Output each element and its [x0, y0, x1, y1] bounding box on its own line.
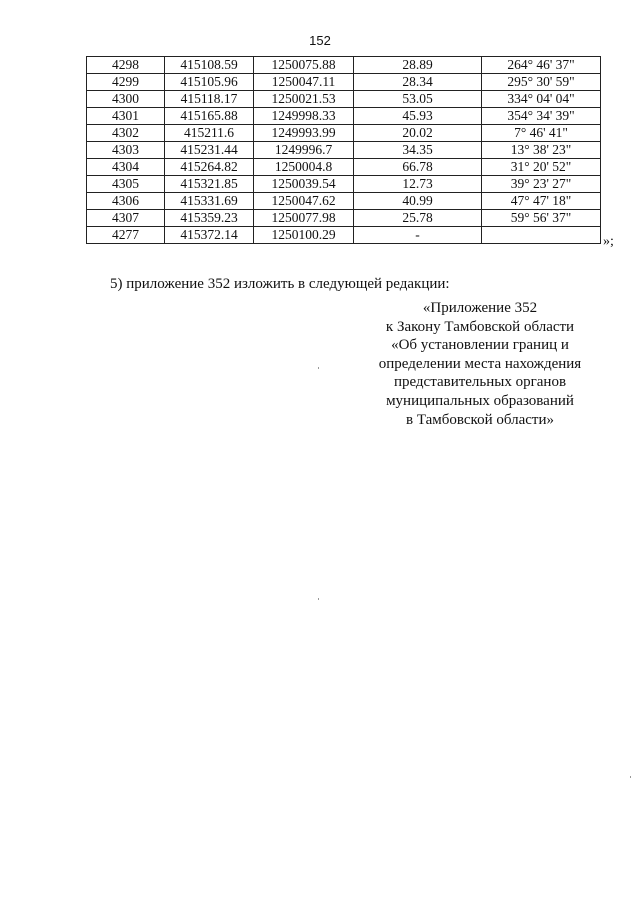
table-row — [87, 91, 601, 108]
table-cell-x: 415105.96 — [165, 74, 254, 91]
table-cell-x: 415359.23 — [165, 210, 254, 227]
table-cell-length: 28.34 — [354, 74, 482, 91]
appendix-heading-line: «Об установлении границ и — [391, 337, 569, 354]
table-body — [87, 57, 601, 244]
scan-speck — [318, 367, 319, 369]
table-cell-angle: 264° 46' 37" — [482, 57, 601, 74]
appendix-heading-line: представительных органов — [393, 374, 567, 391]
appendix-heading-line: определении места нахождения — [378, 355, 582, 372]
table-row — [87, 125, 601, 142]
table-cell-length: 45.93 — [354, 108, 482, 125]
table-cell-angle: 7° 46' 41" — [482, 125, 601, 142]
scan-speck — [318, 598, 319, 600]
table-cell-num: 4304 — [87, 159, 165, 176]
table-cell-angle: 334° 04' 04" — [482, 91, 601, 108]
table-cell-num: 4306 — [87, 193, 165, 210]
table-row — [87, 227, 601, 244]
table-cell-num: 4277 — [87, 227, 165, 244]
table-cell-length: 34.35 — [354, 142, 482, 159]
table-cell-num: 4305 — [87, 176, 165, 193]
table-cell-y: 1250021.53 — [254, 91, 354, 108]
appendix-heading — [340, 299, 620, 429]
table-row — [87, 57, 601, 74]
table-cell-angle: 354° 34' 39" — [482, 108, 601, 125]
table-cell-num: 4299 — [87, 74, 165, 91]
table-cell-x: 415108.59 — [165, 57, 254, 74]
table-cell-length: 66.78 — [354, 159, 482, 176]
table-row — [87, 142, 601, 159]
table-row — [87, 193, 601, 210]
table-cell-y: 1250100.29 — [254, 227, 354, 244]
table-cell-angle: 295° 30' 59" — [482, 74, 601, 91]
table-row — [87, 210, 601, 227]
table-cell-length: 25.78 — [354, 210, 482, 227]
table-cell-y: 1250047.11 — [254, 74, 354, 91]
table-cell-x: 415118.17 — [165, 91, 254, 108]
scan-speck — [630, 776, 631, 778]
table-cell-x: 415231.44 — [165, 142, 254, 159]
table-cell-y: 1250039.54 — [254, 176, 354, 193]
table-cell-length: 53.05 — [354, 91, 482, 108]
table-cell-y: 1249993.99 — [254, 125, 354, 142]
appendix-heading-line: муниципальных образований — [386, 392, 574, 409]
page-number: 152 — [309, 33, 331, 48]
table-cell-length: 12.73 — [354, 176, 482, 193]
table-cell-length: - — [354, 227, 482, 244]
table-cell-angle — [482, 227, 601, 244]
appendix-heading-line: «Приложение 352 — [422, 300, 538, 316]
table-cell-x: 415321.85 — [165, 176, 254, 193]
amendment-instruction: 5) приложение 352 изложить в следующей редакции: — [110, 276, 450, 292]
table-row — [87, 159, 601, 176]
table-cell-length: 40.99 — [354, 193, 482, 210]
boundary-coordinates-table — [86, 56, 601, 244]
table-cell-num: 4307 — [87, 210, 165, 227]
table-cell-x: 415331.69 — [165, 193, 254, 210]
table-cell-angle: 31° 20' 52" — [482, 159, 601, 176]
table-cell-angle: 59° 56' 37" — [482, 210, 601, 227]
table-cell-x: 415165.88 — [165, 108, 254, 125]
table-cell-num: 4301 — [87, 108, 165, 125]
table-cell-angle: 13° 38' 23" — [482, 142, 601, 159]
table-cell-x: 415211.6 — [165, 125, 254, 142]
table-cell-num: 4303 — [87, 142, 165, 159]
table-row — [87, 108, 601, 125]
appendix-heading-line: к Закону Тамбовской области — [385, 318, 575, 335]
table-cell-y: 1250075.88 — [254, 57, 354, 74]
table-cell-x: 415372.14 — [165, 227, 254, 244]
table-cell-y: 1250004.8 — [254, 159, 354, 176]
table-cell-y: 1249996.7 — [254, 142, 354, 159]
table-cell-x: 415264.82 — [165, 159, 254, 176]
table-row — [87, 176, 601, 193]
table-cell-y: 1249998.33 — [254, 108, 354, 125]
table-cell-num: 4300 — [87, 91, 165, 108]
table-cell-length: 28.89 — [354, 57, 482, 74]
table-cell-y: 1250077.98 — [254, 210, 354, 227]
table-cell-length: 20.02 — [354, 125, 482, 142]
table-cell-num: 4302 — [87, 125, 165, 142]
table-cell-angle: 39° 23' 27" — [482, 176, 601, 193]
appendix-heading-line: в Тамбовской области» — [405, 411, 554, 428]
table-row — [87, 74, 601, 91]
table-cell-num: 4298 — [87, 57, 165, 74]
table-closing-quote: »; — [603, 234, 614, 249]
table-cell-angle: 47° 47' 18" — [482, 193, 601, 210]
table-cell-y: 1250047.62 — [254, 193, 354, 210]
